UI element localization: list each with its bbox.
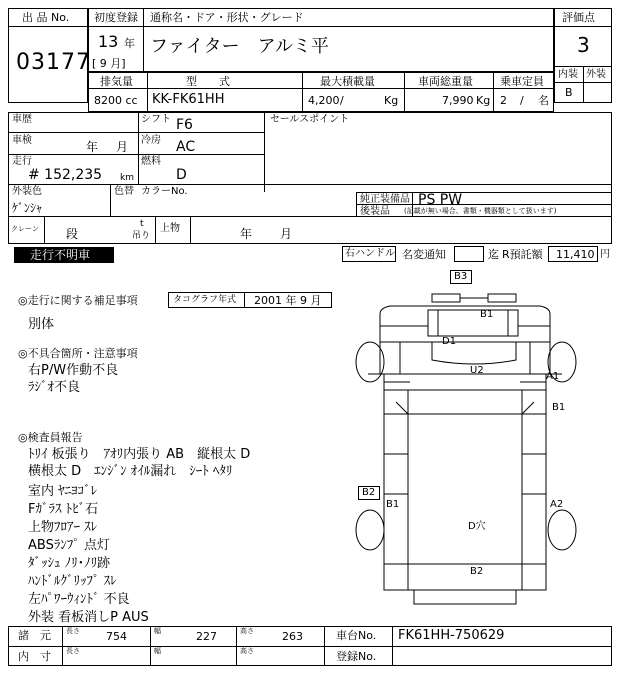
mileage-unknown-text: 走行不明車 bbox=[30, 248, 91, 262]
crane-hook: 吊り bbox=[132, 231, 151, 241]
shift-value: F6 bbox=[176, 117, 193, 133]
reg-year-unit: 年 bbox=[124, 37, 135, 50]
mileage-notes-label: ◎走行に関する補足事項 bbox=[18, 294, 138, 307]
inner-width-label: 幅 bbox=[154, 647, 161, 655]
fuel-label: 燃料 bbox=[141, 156, 161, 167]
max-load-label: 最大積載量 bbox=[320, 75, 375, 88]
name-change-box bbox=[454, 246, 484, 262]
diagram-mark-d-hole: D穴 bbox=[468, 521, 486, 532]
diagram-mark-b1-left: B1 bbox=[386, 499, 400, 510]
score-label: 評価点 bbox=[562, 11, 595, 24]
width-value: 227 bbox=[196, 630, 217, 643]
fuel-value: D bbox=[176, 167, 187, 183]
dims-label: 諸 元 bbox=[18, 629, 51, 642]
color-code-label: カラーNo. bbox=[141, 186, 188, 197]
shift-label: シフト bbox=[141, 114, 171, 125]
recycle-amount: 11,410 bbox=[556, 248, 595, 261]
reg-label: 初度登録 bbox=[94, 11, 138, 24]
gross-unit: Kg bbox=[476, 94, 491, 107]
height-value: 263 bbox=[282, 630, 303, 643]
model-code: KK-FK61HH bbox=[152, 92, 225, 107]
crane-ton: t bbox=[140, 219, 144, 229]
model-name: ファイター アルミ平 bbox=[150, 36, 329, 57]
capacity-value: 2 bbox=[500, 94, 507, 107]
inner-height-label: 高さ bbox=[240, 647, 254, 655]
inner-dims-label: 内 寸 bbox=[18, 650, 51, 663]
interior-label: 内装 bbox=[558, 69, 578, 80]
crane-stage: 段 bbox=[66, 227, 79, 241]
inspector-line-9: 外装 看板消しP AUS bbox=[28, 610, 149, 625]
inspector-line-8: 左ﾊﾟﾜｰｳｨﾝﾄﾞ 不良 bbox=[28, 592, 130, 607]
diagram-mark-d1: D1 bbox=[442, 336, 457, 347]
mileage-label: 走行 bbox=[12, 156, 32, 167]
body-year-unit: 年 bbox=[240, 227, 253, 241]
inspector-line-3: Fｶﾞﾗｽ ﾄﾋﾞ石 bbox=[28, 502, 99, 517]
equipment-value: PS PW bbox=[418, 192, 463, 208]
body-month-unit: 月 bbox=[280, 227, 293, 241]
chassis-number: FK61HH-750629 bbox=[398, 628, 505, 643]
model-code-label: 型 式 bbox=[186, 75, 230, 88]
length-value: 754 bbox=[106, 630, 127, 643]
deadline-label: 迄 bbox=[488, 248, 499, 261]
mileage-value: # 152,235 bbox=[28, 167, 103, 183]
length-label: 長さ bbox=[66, 627, 80, 635]
tachograph-year: 2001 年 9 月 bbox=[254, 294, 322, 307]
defects-label: ◎不具合箇所・注意事項 bbox=[18, 347, 138, 360]
inspector-label: ◎検査員報告 bbox=[18, 431, 83, 444]
equipment-label: 純正装備品 bbox=[360, 194, 410, 205]
name-change-label: 名変通知 bbox=[402, 248, 446, 261]
tachograph-label: タコグラフ年式 bbox=[173, 295, 237, 305]
lot-number: 03177 bbox=[16, 50, 91, 75]
diagram-mark-u2: U2 bbox=[470, 365, 484, 376]
options-label: 後装品 bbox=[360, 206, 390, 217]
diagram-mark-b1-right: B1 bbox=[552, 402, 566, 413]
crane-label: クレーン bbox=[11, 225, 39, 233]
recycle-unit: 円 bbox=[600, 249, 610, 260]
options-note: (記載が無い場合、書類・機器類として扱います) bbox=[404, 207, 557, 215]
inner-length-label: 長さ bbox=[66, 647, 80, 655]
inspector-line-4: 上物ﾌﾛｱｰ ｽﾚ bbox=[28, 520, 98, 535]
displacement-value: 8200 cc bbox=[94, 94, 138, 107]
gross-label: 車両総重量 bbox=[418, 75, 473, 88]
diagram-mark-a1: A1 bbox=[546, 371, 560, 382]
diagram-mark-b2-left: B2 bbox=[362, 487, 376, 498]
ac-value: AC bbox=[176, 139, 196, 155]
inspection-year-unit: 年 bbox=[86, 140, 99, 154]
defect-1: ﾗｼﾞｵ不良 bbox=[28, 380, 81, 395]
truck-diagram bbox=[340, 264, 590, 620]
color-value: ｹﾞﾝｼｬ bbox=[12, 201, 43, 215]
ac-label: 冷房 bbox=[141, 135, 161, 146]
color-label: 外装色 bbox=[12, 186, 42, 197]
width-label: 幅 bbox=[154, 627, 161, 635]
mileage-unit: km bbox=[120, 173, 134, 183]
max-load-unit: Kg bbox=[384, 94, 399, 107]
right-hand-label: 右ハンドル bbox=[345, 248, 395, 259]
reg-month: [ 9 月] bbox=[92, 57, 126, 70]
chassis-label: 車台No. bbox=[336, 629, 377, 642]
diagram-mark-a2: A2 bbox=[550, 499, 564, 510]
capacity-label: 乗車定員 bbox=[500, 75, 544, 88]
slash-sep: / bbox=[520, 94, 524, 107]
reg-year: 13 bbox=[98, 32, 119, 51]
recycle-label: R預託額 bbox=[502, 248, 543, 261]
slash-sep: / bbox=[340, 94, 344, 107]
exterior-label: 外装 bbox=[586, 69, 606, 80]
color-change-label: 色替 bbox=[114, 186, 134, 197]
score-value: 3 bbox=[577, 33, 590, 57]
history-label: 車歴 bbox=[12, 114, 32, 125]
max-load-value: 4,200 bbox=[308, 94, 340, 107]
mileage-note-0: 別体 bbox=[28, 317, 55, 332]
interior-grade: B bbox=[565, 86, 573, 99]
capacity-unit: 名 bbox=[538, 94, 549, 107]
gross-value: 7,990 bbox=[442, 94, 474, 107]
diagram-mark-b3: B3 bbox=[454, 271, 468, 282]
diagram-mark-b1-cab: B1 bbox=[480, 309, 494, 320]
defect-0: 右P/W作動不良 bbox=[28, 363, 119, 378]
displacement-label: 排気量 bbox=[100, 75, 133, 88]
registration-label: 登録No. bbox=[336, 650, 377, 663]
inspector-line-1: 横根太 D ｴﾝｼﾞﾝ ｵｲﾙ漏れ ｼｰﾄ ﾍﾀﾘ bbox=[28, 464, 233, 479]
inspection-label: 車検 bbox=[12, 135, 32, 146]
inspector-line-0: ﾄﾘｲ 板張り ｱｵﾘ内張り AB 縦根太 D bbox=[28, 447, 251, 462]
lot-label: 出 品 No. bbox=[22, 11, 70, 24]
name-label: 通称名・ドア・形状・グレード bbox=[150, 11, 304, 24]
sales-point-label: セールスポイント bbox=[270, 114, 350, 125]
inspector-line-7: ﾊﾝﾄﾞﾙｸﾞﾘｯﾌﾟ ｽﾚ bbox=[28, 574, 117, 589]
inspector-line-6: ﾀﾞｯｼｭ ﾉﾘ･ﾉﾘ跡 bbox=[28, 556, 111, 571]
inspector-line-2: 室内 ﾔﾆﾖｺﾞﾚ bbox=[28, 484, 98, 499]
inspection-month-unit: 月 bbox=[116, 140, 129, 154]
body-label: 上物 bbox=[160, 223, 180, 234]
height-label: 高さ bbox=[240, 627, 254, 635]
inspector-line-5: ABSﾗﾝﾌﾟ 点灯 bbox=[28, 538, 110, 553]
diagram-mark-b2-rear: B2 bbox=[470, 566, 484, 577]
